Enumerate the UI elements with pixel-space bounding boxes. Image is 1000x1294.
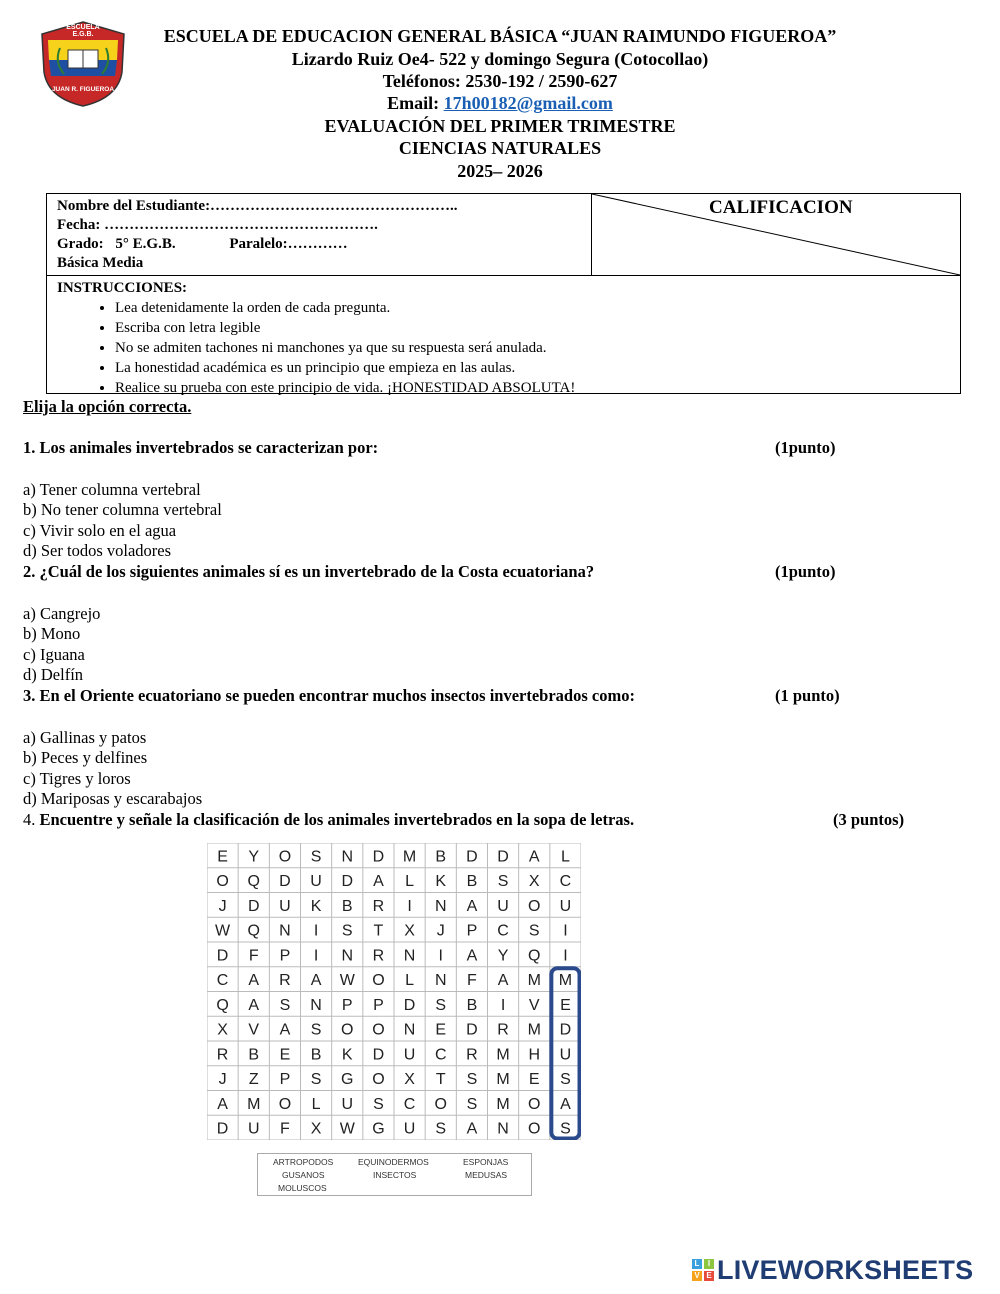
word-search-letter[interactable]: K — [341, 1046, 353, 1064]
school-phones: Teléfonos: 2530-192 / 2590-627 — [382, 71, 618, 91]
word-search-letter[interactable]: S — [373, 1095, 384, 1113]
school-name: ESCUELA DE EDUCACION GENERAL BÁSICA “JUAN RAIMUNDO FIGUEROA” — [163, 26, 837, 46]
word-search-letter[interactable]: V — [528, 996, 540, 1014]
word-search-letter[interactable]: M — [496, 1071, 510, 1089]
word-search-letter[interactable]: C — [434, 1046, 447, 1064]
word-search-letter[interactable]: M — [558, 972, 573, 990]
word-search — [207, 843, 581, 1140]
word-search-letter[interactable]: R — [372, 947, 385, 965]
word-search-letter[interactable]: U — [341, 1095, 354, 1113]
word-search-letter[interactable]: R — [216, 1046, 229, 1064]
logo-text-top: ESCUELA E.G.B. — [66, 24, 100, 38]
word-search-letter[interactable]: Y — [497, 947, 509, 965]
word-search-letter[interactable]: A — [310, 972, 322, 990]
word-search-letter[interactable]: T — [435, 1071, 446, 1089]
word-search-letter[interactable]: U — [247, 1120, 260, 1138]
word-search-letter[interactable]: N — [341, 947, 354, 965]
word-search-letter[interactable]: A — [466, 1120, 478, 1138]
brand-icon-letter: I — [704, 1259, 714, 1269]
word-search-letter[interactable]: L — [560, 848, 570, 866]
word-search-letter[interactable]: M — [496, 1046, 510, 1064]
word-search-letter[interactable]: O — [216, 873, 229, 891]
word-search-letter[interactable]: E — [528, 1071, 540, 1089]
word-search-letter[interactable]: O — [372, 1071, 385, 1089]
word-search-letter[interactable]: D — [216, 1120, 229, 1138]
word-search-letter[interactable]: S — [310, 1071, 322, 1089]
word-search-letter[interactable]: E — [560, 996, 571, 1014]
word-search-letter[interactable]: M — [402, 848, 417, 866]
word-search-letter[interactable]: A — [279, 1021, 291, 1039]
parallel-field: Paralelo:………… — [229, 236, 348, 252]
word-search-letter[interactable]: O — [372, 1021, 385, 1039]
word-search-letter[interactable]: S — [497, 873, 509, 891]
liveworksheets-brand — [690, 1255, 990, 1285]
q2-option-a[interactable]: a) Cangrejo — [23, 604, 101, 623]
word-search-letter[interactable]: P — [466, 922, 478, 940]
word-search-letter[interactable]: Q — [247, 922, 260, 940]
word-search-letter[interactable]: R — [497, 1021, 509, 1039]
word-search-letter[interactable]: W — [215, 922, 231, 940]
word-search-letter[interactable]: N — [403, 1021, 416, 1039]
word-search-letter[interactable]: J — [436, 922, 445, 940]
word-search-letter[interactable]: V — [248, 1021, 260, 1039]
word-search-letter[interactable]: S — [279, 996, 291, 1014]
word-search-letter[interactable]: S — [560, 1071, 571, 1089]
q1-option-d[interactable]: d) Ser todos voladores — [23, 541, 172, 560]
word-search-letter[interactable]: R — [466, 1046, 478, 1064]
word-search-letter[interactable]: Q — [247, 873, 260, 891]
word-search-letter[interactable]: W — [339, 972, 355, 990]
word-list-item: EQUINODERMOS — [358, 1157, 429, 1167]
word-search-letter[interactable]: S — [341, 922, 353, 940]
instruction-item: • Lea detenidamente la orden de cada pregunta. — [115, 298, 575, 318]
email-link[interactable]: 17h00182@gmail.com — [443, 93, 613, 113]
word-search-letter[interactable]: S — [528, 922, 540, 940]
grade-cell — [592, 194, 960, 276]
q3-option-a[interactable]: a) Gallinas y patos — [23, 728, 147, 747]
word-search-letter[interactable]: P — [279, 947, 291, 965]
instruction-item: • No se admiten tachones ni manchones ya que su respuesta será anulada. — [115, 338, 575, 358]
brand-icon-letter: L — [692, 1259, 702, 1269]
word-search-letter[interactable]: D — [279, 873, 291, 891]
word-search-letter[interactable]: J — [218, 897, 227, 915]
level-line: Básica Media — [57, 255, 144, 271]
word-search-letter[interactable]: B — [466, 873, 478, 891]
word-search-letter[interactable]: O — [528, 897, 541, 915]
word-search-letter[interactable]: S — [310, 1021, 322, 1039]
word-search-letter[interactable]: N — [310, 996, 322, 1014]
brand-text[interactable]: LIVEWORKSHEETS — [717, 1255, 974, 1285]
q3-option-d[interactable]: d) Mariposas y escarabajos — [23, 789, 203, 808]
word-search-letter[interactable]: U — [279, 897, 291, 915]
word-list-item: ARTROPODOS — [273, 1157, 334, 1167]
word-search-letter[interactable]: E — [435, 1021, 447, 1039]
word-search-letter[interactable]: K — [310, 897, 322, 915]
evaluation-title: EVALUACIÓN DEL PRIMER TRIMESTRE — [324, 116, 676, 136]
word-search-letter[interactable]: D — [216, 947, 229, 965]
word-search-letter[interactable]: N — [497, 1120, 509, 1138]
word-search-letter[interactable]: C — [403, 1095, 416, 1113]
word-search-letter[interactable]: A — [560, 1095, 571, 1113]
word-search-letter[interactable]: G — [372, 1120, 385, 1138]
word-list-item: ESPONJAS — [463, 1157, 509, 1167]
word-search-letter[interactable]: U — [403, 1120, 416, 1138]
question-4-text — [23, 810, 634, 831]
word-search-letter[interactable]: S — [310, 848, 322, 866]
word-list — [257, 1153, 532, 1196]
question-2-text: 2. ¿Cuál de los siguientes animales sí es un invertebrado de la Costa ecuatoriana? — [23, 562, 595, 581]
word-search-letter[interactable]: Z — [248, 1071, 259, 1089]
word-search-letter[interactable]: B — [341, 897, 353, 915]
word-search-letter[interactable]: M — [496, 1095, 510, 1113]
word-list-item: MOLUSCOS — [278, 1183, 327, 1193]
word-search-letter[interactable]: H — [528, 1046, 541, 1064]
word-search-letter[interactable]: A — [248, 996, 260, 1014]
word-search-letter[interactable]: N — [434, 897, 447, 915]
word-list-item: MEDUSAS — [465, 1170, 508, 1180]
q1-option-a[interactable]: a) Tener columna vertebral — [23, 480, 201, 499]
word-search-letter[interactable]: B — [248, 1046, 260, 1064]
brand-icon-letter: V — [692, 1271, 702, 1281]
word-search-letter[interactable]: L — [405, 873, 415, 891]
grade-value: 5° E.G.B. — [115, 236, 176, 252]
word-search-letter[interactable]: C — [216, 972, 229, 990]
word-search-letter[interactable]: O — [278, 848, 292, 866]
word-search-letter[interactable]: B — [466, 996, 478, 1014]
student-info-box — [46, 193, 961, 394]
word-search-letter[interactable]: F — [280, 1120, 290, 1138]
word-search-letter[interactable]: L — [405, 972, 415, 990]
instruction-item: • La honestidad académica es un principio que empieza en las aulas. — [115, 358, 575, 378]
word-search-letter[interactable]: D — [372, 1046, 385, 1064]
q1-option-b[interactable]: b) No tener columna vertebral — [23, 500, 222, 519]
word-search-letter[interactable]: N — [279, 922, 291, 940]
word-search-letter[interactable]: S — [435, 1120, 447, 1138]
word-search-letter[interactable]: D — [466, 1021, 478, 1039]
word-search-letter[interactable]: A — [373, 873, 384, 891]
word-search-letter[interactable]: U — [310, 873, 322, 891]
q2-option-b[interactable]: b) Mono — [23, 624, 81, 643]
subject-title: CIENCIAS NATURALES — [398, 138, 602, 158]
word-search-letter[interactable]: P — [373, 996, 384, 1014]
word-search-letter[interactable]: T — [373, 922, 384, 940]
word-search-letter[interactable]: I — [563, 947, 568, 965]
word-search-letter[interactable]: D — [341, 873, 354, 891]
q3-option-c[interactable]: c) Tigres y loros — [23, 769, 131, 788]
instruction-item: • Realice su prueba con este principio de vida. ¡HONESTIDAD ABSOLUTA! — [115, 378, 575, 398]
q3-option-b[interactable]: b) Peces y delfines — [23, 748, 148, 767]
word-search-letter[interactable]: Q — [528, 947, 541, 965]
instructions-title: INSTRUCCIONES: — [57, 280, 188, 296]
word-search-letter[interactable]: A — [528, 848, 540, 866]
word-search-letter[interactable]: D — [372, 848, 385, 866]
word-search-letter[interactable]: X — [404, 922, 415, 940]
word-search-letter[interactable]: I — [563, 922, 568, 940]
student-name-line: Nombre del Estudiante:………………………………………….. — [57, 198, 458, 214]
word-search-letter[interactable]: D — [403, 996, 416, 1014]
word-search-letter[interactable]: X — [528, 873, 540, 891]
word-search-letter[interactable]: E — [279, 1046, 291, 1064]
email-label: Email: — [387, 93, 444, 113]
instructions — [57, 278, 575, 398]
date-line: Fecha: ………………………………………………. — [57, 217, 378, 233]
word-search-letter[interactable]: A — [497, 972, 509, 990]
word-search-letter[interactable]: R — [279, 972, 291, 990]
logo-text-bottom: JUAN R. FIGUEROA — [51, 86, 115, 93]
word-search-letter[interactable]: I — [313, 922, 319, 940]
word-search-letter[interactable]: A — [466, 897, 478, 915]
word-search-letter[interactable]: I — [407, 897, 412, 915]
question-4-points: (3 puntos) — [833, 810, 905, 829]
word-search-letter[interactable]: R — [372, 897, 385, 915]
word-search-letter[interactable]: I — [438, 947, 443, 965]
question-2-points: (1punto) — [775, 562, 836, 581]
word-search-letter[interactable]: X — [404, 1071, 415, 1089]
word-search-letter[interactable]: D — [247, 897, 260, 915]
word-search-letter[interactable]: M — [247, 1095, 261, 1113]
word-search-letter[interactable]: C — [497, 922, 509, 940]
word-search-letter[interactable]: F — [248, 947, 259, 965]
word-search-letter[interactable]: O — [528, 1095, 541, 1113]
brand-icon — [692, 1259, 714, 1281]
question-4-prompt: Encuentre y señale la clasificación de los animales invertebrados en la sopa de letras. — [39, 810, 635, 829]
word-search-letter[interactable]: A — [466, 947, 478, 965]
word-search-letter[interactable]: P — [279, 1071, 291, 1089]
word-search-letter[interactable]: X — [310, 1120, 322, 1138]
word-search-letter[interactable]: S — [560, 1120, 571, 1138]
word-search-letter[interactable]: U — [559, 1046, 572, 1064]
word-search-letter[interactable]: G — [341, 1071, 354, 1089]
word-search-letter[interactable]: I — [500, 996, 506, 1014]
word-search-letter[interactable]: U — [559, 897, 572, 915]
word-search-letter[interactable]: K — [435, 873, 447, 891]
word-search-letter[interactable]: I — [313, 947, 319, 965]
student-details — [47, 194, 592, 276]
word-list-item: INSECTOS — [373, 1170, 417, 1180]
question-3-text: 3. En el Oriente ecuatoriano se pueden encontrar muchos insectos invertebrados como: — [23, 686, 635, 705]
word-search-letter[interactable]: Y — [248, 848, 260, 866]
school-email-line — [0, 92, 1000, 114]
word-list-item: GUSANOS — [282, 1170, 325, 1180]
word-search-letter[interactable]: F — [467, 972, 477, 990]
word-search-letter[interactable]: A — [248, 972, 260, 990]
question-3-points: (1 punto) — [775, 686, 840, 705]
word-search-letter[interactable]: W — [339, 1120, 355, 1138]
question-4-number: 4. — [23, 810, 40, 829]
word-search-letter[interactable]: N — [341, 848, 354, 866]
instructions-list — [57, 298, 575, 398]
grade-label: Grado: — [57, 236, 104, 252]
section-title: Elija la opción correcta. — [23, 397, 192, 416]
word-search-letter[interactable]: E — [217, 848, 228, 866]
word-search-letter[interactable]: D — [466, 848, 478, 866]
word-search-letter[interactable]: D — [497, 848, 509, 866]
word-search-letter[interactable]: N — [403, 947, 416, 965]
q2-option-c[interactable]: c) Iguana — [23, 645, 85, 664]
word-search-letter[interactable]: X — [217, 1021, 228, 1039]
word-search-letter[interactable]: Q — [216, 996, 229, 1014]
instruction-item: • Escriba con letra legible — [115, 318, 575, 338]
word-search-letter[interactable]: C — [559, 873, 572, 891]
q2-option-d[interactable]: d) Delfín — [23, 665, 84, 684]
word-search-letter[interactable]: S — [466, 1071, 478, 1089]
word-search-letter[interactable]: P — [341, 996, 353, 1014]
word-search-letter[interactable]: J — [218, 1071, 227, 1089]
word-search-letter[interactable]: O — [341, 1021, 354, 1039]
word-search-letter[interactable]: B — [435, 848, 447, 866]
word-search-letter[interactable]: L — [311, 1095, 321, 1113]
question-1-points: (1punto) — [775, 438, 836, 457]
q1-option-c[interactable]: c) Vivir solo en el agua — [23, 521, 177, 540]
word-search-letter[interactable]: O — [528, 1120, 541, 1138]
word-search-letter[interactable]: S — [435, 996, 447, 1014]
word-search-letter[interactable]: M — [527, 1021, 541, 1039]
school-year: 2025– 2026 — [457, 161, 543, 181]
word-search-letter[interactable]: B — [310, 1046, 322, 1064]
word-search-letter[interactable]: D — [559, 1021, 572, 1039]
grade-line — [57, 235, 581, 254]
word-search-letter[interactable]: O — [434, 1095, 447, 1113]
grade-title: CALIFICACION — [709, 197, 853, 218]
word-search-grid[interactable] — [207, 843, 581, 1140]
word-search-letter[interactable]: M — [527, 972, 541, 990]
school-address: Lizardo Ruiz Oe4- 522 y domingo Segura (Cotocollao) — [291, 49, 709, 69]
question-1-text: 1. Los animales invertebrados se caracterizan por: — [23, 438, 379, 457]
brand-icon-letter: E — [704, 1271, 714, 1281]
word-search-letter[interactable]: A — [217, 1095, 228, 1113]
word-search-letter[interactable]: O — [372, 972, 385, 990]
word-search-letter[interactable]: O — [278, 1095, 292, 1113]
word-search-letter[interactable]: S — [466, 1095, 478, 1113]
word-search-letter[interactable]: U — [497, 897, 509, 915]
word-search-letter[interactable]: N — [434, 972, 447, 990]
word-search-letter[interactable]: U — [403, 1046, 416, 1064]
